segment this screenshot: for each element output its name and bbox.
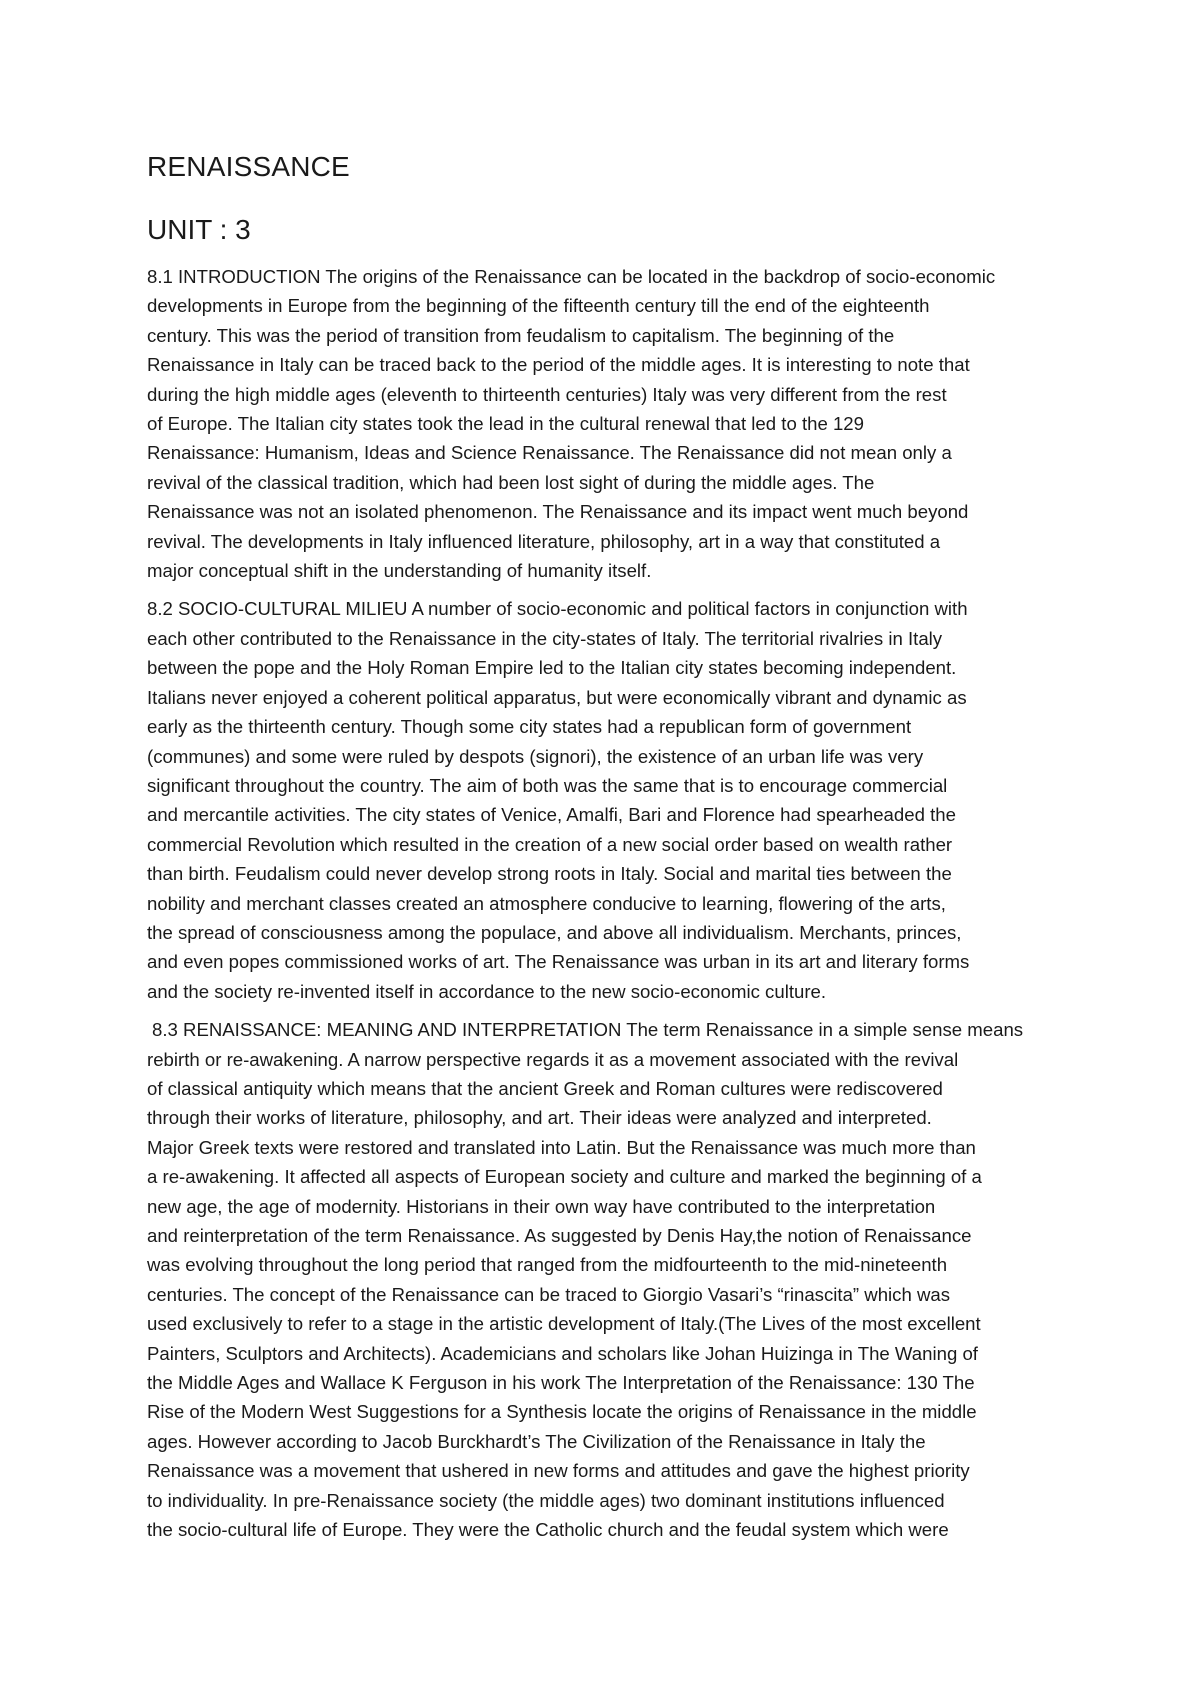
text-line: the Middle Ages and Wallace K Ferguson in his work The Interpretation of the Renaissance: 130 The <box>147 1372 975 1394</box>
text-line: between the pope and the Holy Roman Empire led to the Italian city states becoming independent. <box>147 657 957 679</box>
text-line: and even popes commissioned works of art. The Renaissance was urban in its art and literary forms <box>147 951 970 973</box>
text-line: century. This was the period of transition from feudalism to capitalism. The beginning of the <box>147 324 895 346</box>
text-line: new age, the age of modernity. Historians in their own way have contributed to the interpretation <box>147 1195 936 1217</box>
text-line: of Europe. The Italian city states took the lead in the cultural renewal that led to the 129 <box>147 413 864 435</box>
text-line: early as the thirteenth century. Though some city states had a republican form of government <box>147 716 912 738</box>
text-line: nobility and merchant classes created an atmosphere conducive to learning, flowering of the arts, <box>147 892 946 914</box>
paragraph-socio-cultural-milieu <box>147 594 1065 1006</box>
text-line: Rise of the Modern West Suggestions for a Synthesis locate the origins of Renaissance in the middle <box>147 1401 977 1423</box>
text-line: revival. The developments in Italy influenced literature, philosophy, art in a way that constituted a <box>147 530 941 552</box>
paragraph-meaning-and-interpretation <box>147 1015 1065 1544</box>
text-line: developments in Europe from the beginning of the fifteenth century till the end of the eighteenth <box>147 295 930 317</box>
text-line: and mercantile activities. The city states of Venice, Amalfi, Bari and Florence had spearheaded the <box>147 804 956 826</box>
text-line: a re-awakening. It affected all aspects of European society and culture and marked the beginning of a <box>147 1166 982 1188</box>
text-line: significant throughout the country. The aim of both was the same that is to encourage commercial <box>147 774 948 796</box>
text-line: during the high middle ages (eleventh to thirteenth centuries) Italy was very different from the rest <box>147 383 947 405</box>
text-line: ages. However according to Jacob Burckhardt’s The Civilization of the Renaissance in Italy the <box>147 1430 926 1452</box>
text-line: Painters, Sculptors and Architects). Academicians and scholars like Johan Huizinga in The Waning of <box>147 1342 978 1364</box>
text-line: rebirth or re-awakening. A narrow perspective regards it as a movement associated with the revival <box>147 1048 959 1070</box>
body-text <box>147 262 1065 1553</box>
text-line: the spread of consciousness among the populace, and above all individualism. Merchants, princes, <box>147 921 962 943</box>
text-line: through their works of literature, philosophy, and art. Their ideas were analyzed and interpreted. <box>147 1107 932 1129</box>
text-line: Renaissance was a movement that ushered in new forms and attitudes and gave the highest priority <box>147 1460 970 1482</box>
text-line: Renaissance: Humanism, Ideas and Science Renaissance. The Renaissance did not mean only a <box>147 442 952 464</box>
text-line: centuries. The concept of the Renaissance can be traced to Giorgio Vasari’s “rinascita” which was <box>147 1283 951 1305</box>
paragraph-introduction <box>147 262 1065 585</box>
text-line: 8.1 INTRODUCTION The origins of the Renaissance can be located in the backdrop of socio-economic <box>147 266 996 287</box>
text-line: Italians never enjoyed a coherent political apparatus, but were economically vibrant and dynamic as <box>147 686 967 708</box>
text-line: commercial Revolution which resulted in the creation of a new social order based on wealth rather <box>147 833 953 855</box>
text-line: each other contributed to the Renaissance in the city-states of Italy. The territorial rivalries in Italy <box>147 627 943 649</box>
text-line: the socio-cultural life of Europe. They were the Catholic church and the feudal system which were <box>147 1519 949 1541</box>
text-line: and the society re-invented itself in accordance to the new socio-economic culture. <box>147 980 827 1002</box>
text-line: used exclusively to refer to a stage in the artistic development of Italy.(The Lives of the most excellent <box>147 1313 981 1335</box>
document-title: RENAISSANCE <box>147 151 350 182</box>
text-line: major conceptual shift in the understanding of humanity itself. <box>147 560 652 582</box>
text-line: and reinterpretation of the term Renaissance. As suggested by Denis Hay,the notion of Renaissance <box>147 1225 972 1246</box>
text-line: was evolving throughout the long period that ranged from the midfourteenth to the mid-nineteenth <box>147 1254 948 1276</box>
text-line: 8.3 RENAISSANCE: MEANING AND INTERPRETATION The term Renaissance in a simple sense means <box>152 1019 1024 1041</box>
text-line: (communes) and some were ruled by despots (signori), the existence of an urban life was very <box>147 745 924 767</box>
text-line: Renaissance was not an isolated phenomenon. The Renaissance and its impact went much beyond <box>147 501 969 523</box>
text-line: than birth. Feudalism could never develop strong roots in Italy. Social and marital ties between the <box>147 863 952 885</box>
text-line: 8.2 SOCIO-CULTURAL MILIEU A number of socio-economic and political factors in conjunction with <box>147 598 968 620</box>
text-line: Renaissance in Italy can be traced back to the period of the middle ages. It is interesting to note that <box>147 354 970 376</box>
text-line: of classical antiquity which means that the ancient Greek and Roman cultures were rediscovered <box>147 1077 943 1099</box>
unit-heading: UNIT : 3 <box>147 214 251 245</box>
text-line: to individuality. In pre-Renaissance society (the middle ages) two dominant institutions influenced <box>147 1489 945 1511</box>
text-line: revival of the classical tradition, which had been lost sight of during the middle ages. The <box>147 471 875 493</box>
text-line: Major Greek texts were restored and translated into Latin. But the Renaissance was much more than <box>147 1136 976 1158</box>
